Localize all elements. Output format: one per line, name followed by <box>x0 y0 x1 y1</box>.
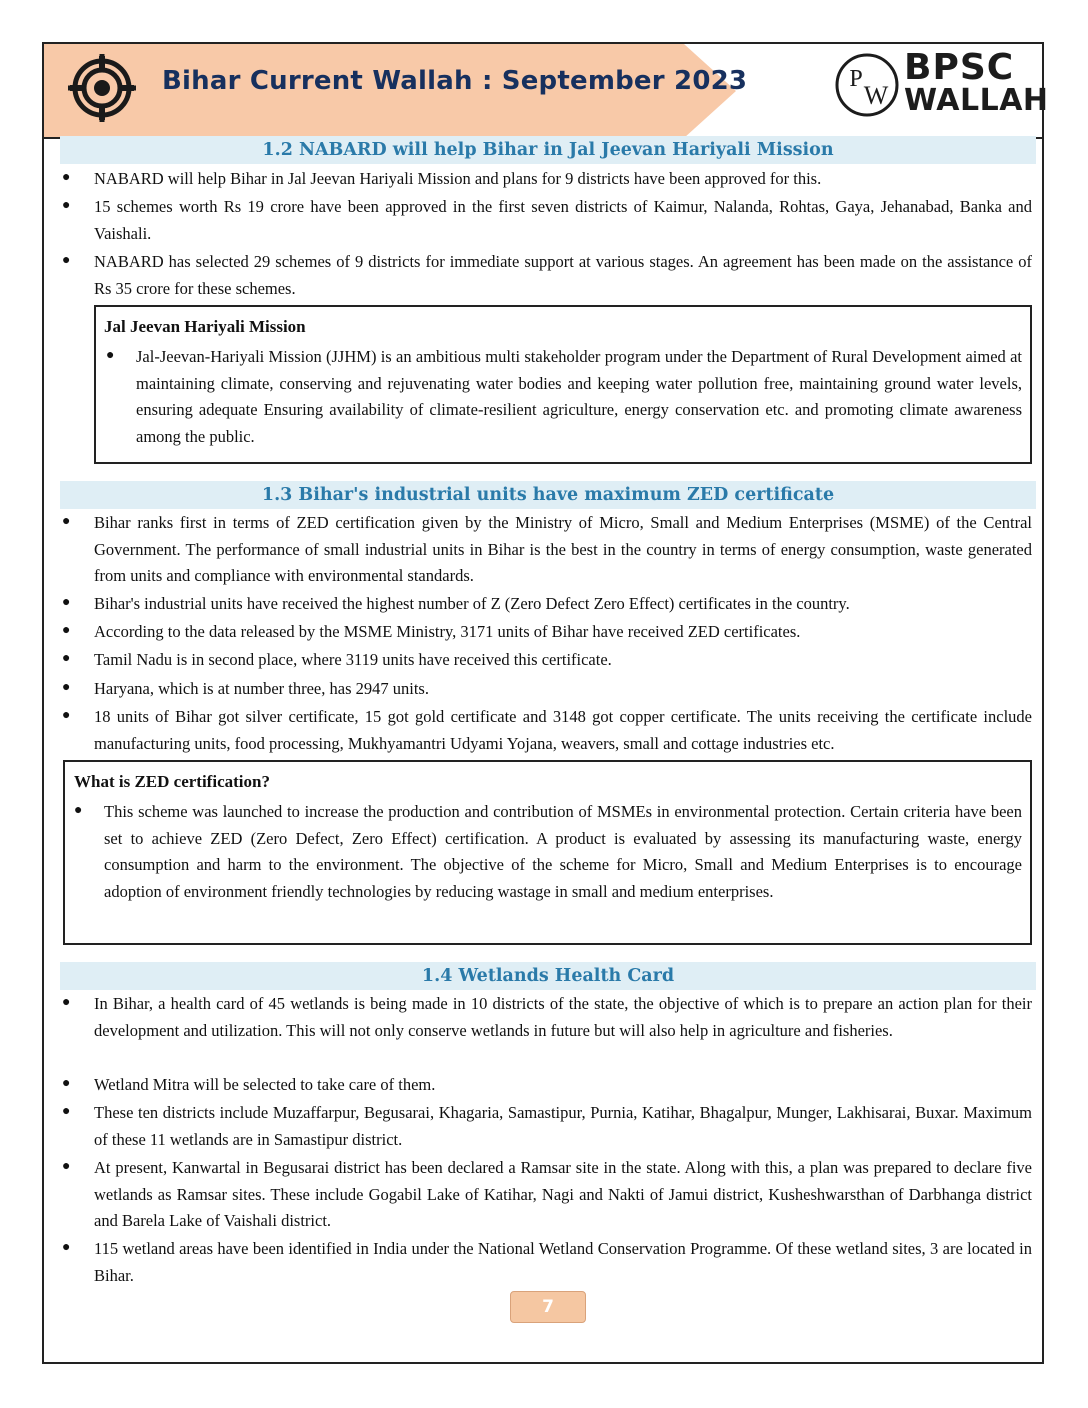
bullet-icon: ● <box>74 803 83 818</box>
list-item: In Bihar, a health card of 45 wetlands is being made in 10 districts of the state, the objective of which is to prepare an action plan for their development and utilization. This will not only conserve wetlands in future but will also help in agriculture and fisheries. <box>94 994 1032 1040</box>
header-title: Bihar Current Wallah : September 2023 <box>162 66 748 96</box>
bullet-icon: ● <box>62 1076 71 1091</box>
list-item: Bihar ranks first in terms of ZED certification given by the Ministry of Micro, Small and Medium Enterprises (MSME) of the Central Government. The performance of small industrial units in Bihar is the best in the country in terms of energy consumption, waste generated from units and compliance with environmental standards. <box>94 513 1032 585</box>
bullet-icon: ● <box>62 995 71 1010</box>
bullet-icon: ● <box>62 623 71 638</box>
brand-line-1: BPSC <box>904 47 1015 88</box>
bullet-icon: ● <box>62 198 71 213</box>
bullet-icon: ● <box>62 1104 71 1119</box>
svg-text:P: P <box>849 66 863 92</box>
bullet-icon: ● <box>62 253 71 268</box>
target-icon <box>66 52 138 124</box>
list-item: 15 schemes worth Rs 19 crore have been approved in the first seven districts of Kaimur, Nalanda, Rohtas, Gaya, Jehanabad, Banka and Vaishali. <box>94 197 1032 243</box>
bullet-icon: ● <box>62 595 71 610</box>
info-box-text: Jal-Jeevan-Hariyali Mission (JJHM) is an ambitious multi stakeholder program under the Department of Rural Development aimed at maintaining climate, conserving and rejuvenating water bodies and keeping water pollution free, maintaining ground water levels, ensuring adequate Ensuring availability of climate-resilient agriculture, energy conservation etc. and promoting climate awareness among the public. <box>136 347 1022 446</box>
pw-logo-icon <box>834 52 900 118</box>
bullet-icon: ● <box>62 1159 71 1174</box>
section-heading: 1.2 NABARD will help Bihar in Jal Jeevan Hariyali Mission <box>60 136 1036 164</box>
svg-text:W: W <box>863 81 889 110</box>
info-box-title: Jal Jeevan Hariyali Mission <box>104 317 306 336</box>
list-item: 115 wetland areas have been identified in India under the National Wetland Conservation Programme. Of these wetland sites, 3 are located in Bihar. <box>94 1239 1032 1285</box>
list-item: At present, Kanwartal in Begusarai district has been declared a Ramsar site in the state. Along with this, a plan was prepared to declare five wetlands as Ramsar sites. These include Gogabil Lake of Katihar, Nagi and Nakti of Jamui district, Kusheshwarsthan of Darbhanga district and Barela Lake of Vaishali district. <box>94 1158 1032 1230</box>
bullet-icon: ● <box>62 514 71 529</box>
bullet-icon: ● <box>62 170 71 185</box>
info-box-title: What is ZED certification? <box>74 772 270 791</box>
list-item: Bihar's industrial units have received the highest number of Z (Zero Defect Zero Effect) certificates in the country. <box>94 594 850 613</box>
list-item: According to the data released by the MSME Ministry, 3171 units of Bihar have received ZED certificates. <box>94 622 801 641</box>
brand-line-2: WALLAH <box>904 83 1049 118</box>
list-item: NABARD will help Bihar in Jal Jeevan Hariyali Mission and plans for 9 districts have been approved for this. <box>94 169 822 188</box>
list-item: 18 units of Bihar got silver certificate, 15 got gold certificate and 3148 got copper certificate. The units receiving the certificate include manufacturing units, food processing, Mukhyamantri Udyami Yojana, weavers, small and cottage industries etc. <box>94 707 1032 753</box>
page-number: 7 <box>510 1291 586 1323</box>
section-heading: 1.3 Bihar's industrial units have maximum ZED certificate <box>60 481 1036 509</box>
info-box-text: This scheme was launched to increase the production and contribution of MSMEs in environmental protection. Certain criteria have been set to achieve ZED (Zero Defect, Zero Effect) certification. A product is evaluated by assessing its manufacturing waste, energy consumption and harm to the environment. The objective of the scheme for Micro, Small and Medium Enterprises is to encourage adoption of environment friendly technologies by reducing wastage in small and medium enterprises. <box>104 802 1022 901</box>
bullet-icon: ● <box>62 1240 71 1255</box>
bullet-icon: ● <box>62 651 71 666</box>
bullet-icon: ● <box>62 708 71 723</box>
list-item: Haryana, which is at number three, has 2947 units. <box>94 679 429 698</box>
list-item: These ten districts include Muzaffarpur, Begusarai, Khagaria, Samastipur, Purnia, Katihar, Bhagalpur, Munger, Lakhisarai, Buxar. Maximum of these 11 wetlands are in Samastipur district. <box>94 1103 1032 1149</box>
list-item: Tamil Nadu is in second place, where 3119 units have received this certificate. <box>94 650 612 669</box>
bullet-icon: ● <box>106 348 115 363</box>
list-item: NABARD has selected 29 schemes of 9 districts for immediate support at various stages. An agreement has been made on the assistance of Rs 35 crore for these schemes. <box>94 252 1032 298</box>
bullet-icon: ● <box>62 680 71 695</box>
brand-logo-text <box>904 47 1049 118</box>
section-heading: 1.4 Wetlands Health Card <box>60 962 1036 990</box>
list-item: Wetland Mitra will be selected to take care of them. <box>94 1075 436 1094</box>
